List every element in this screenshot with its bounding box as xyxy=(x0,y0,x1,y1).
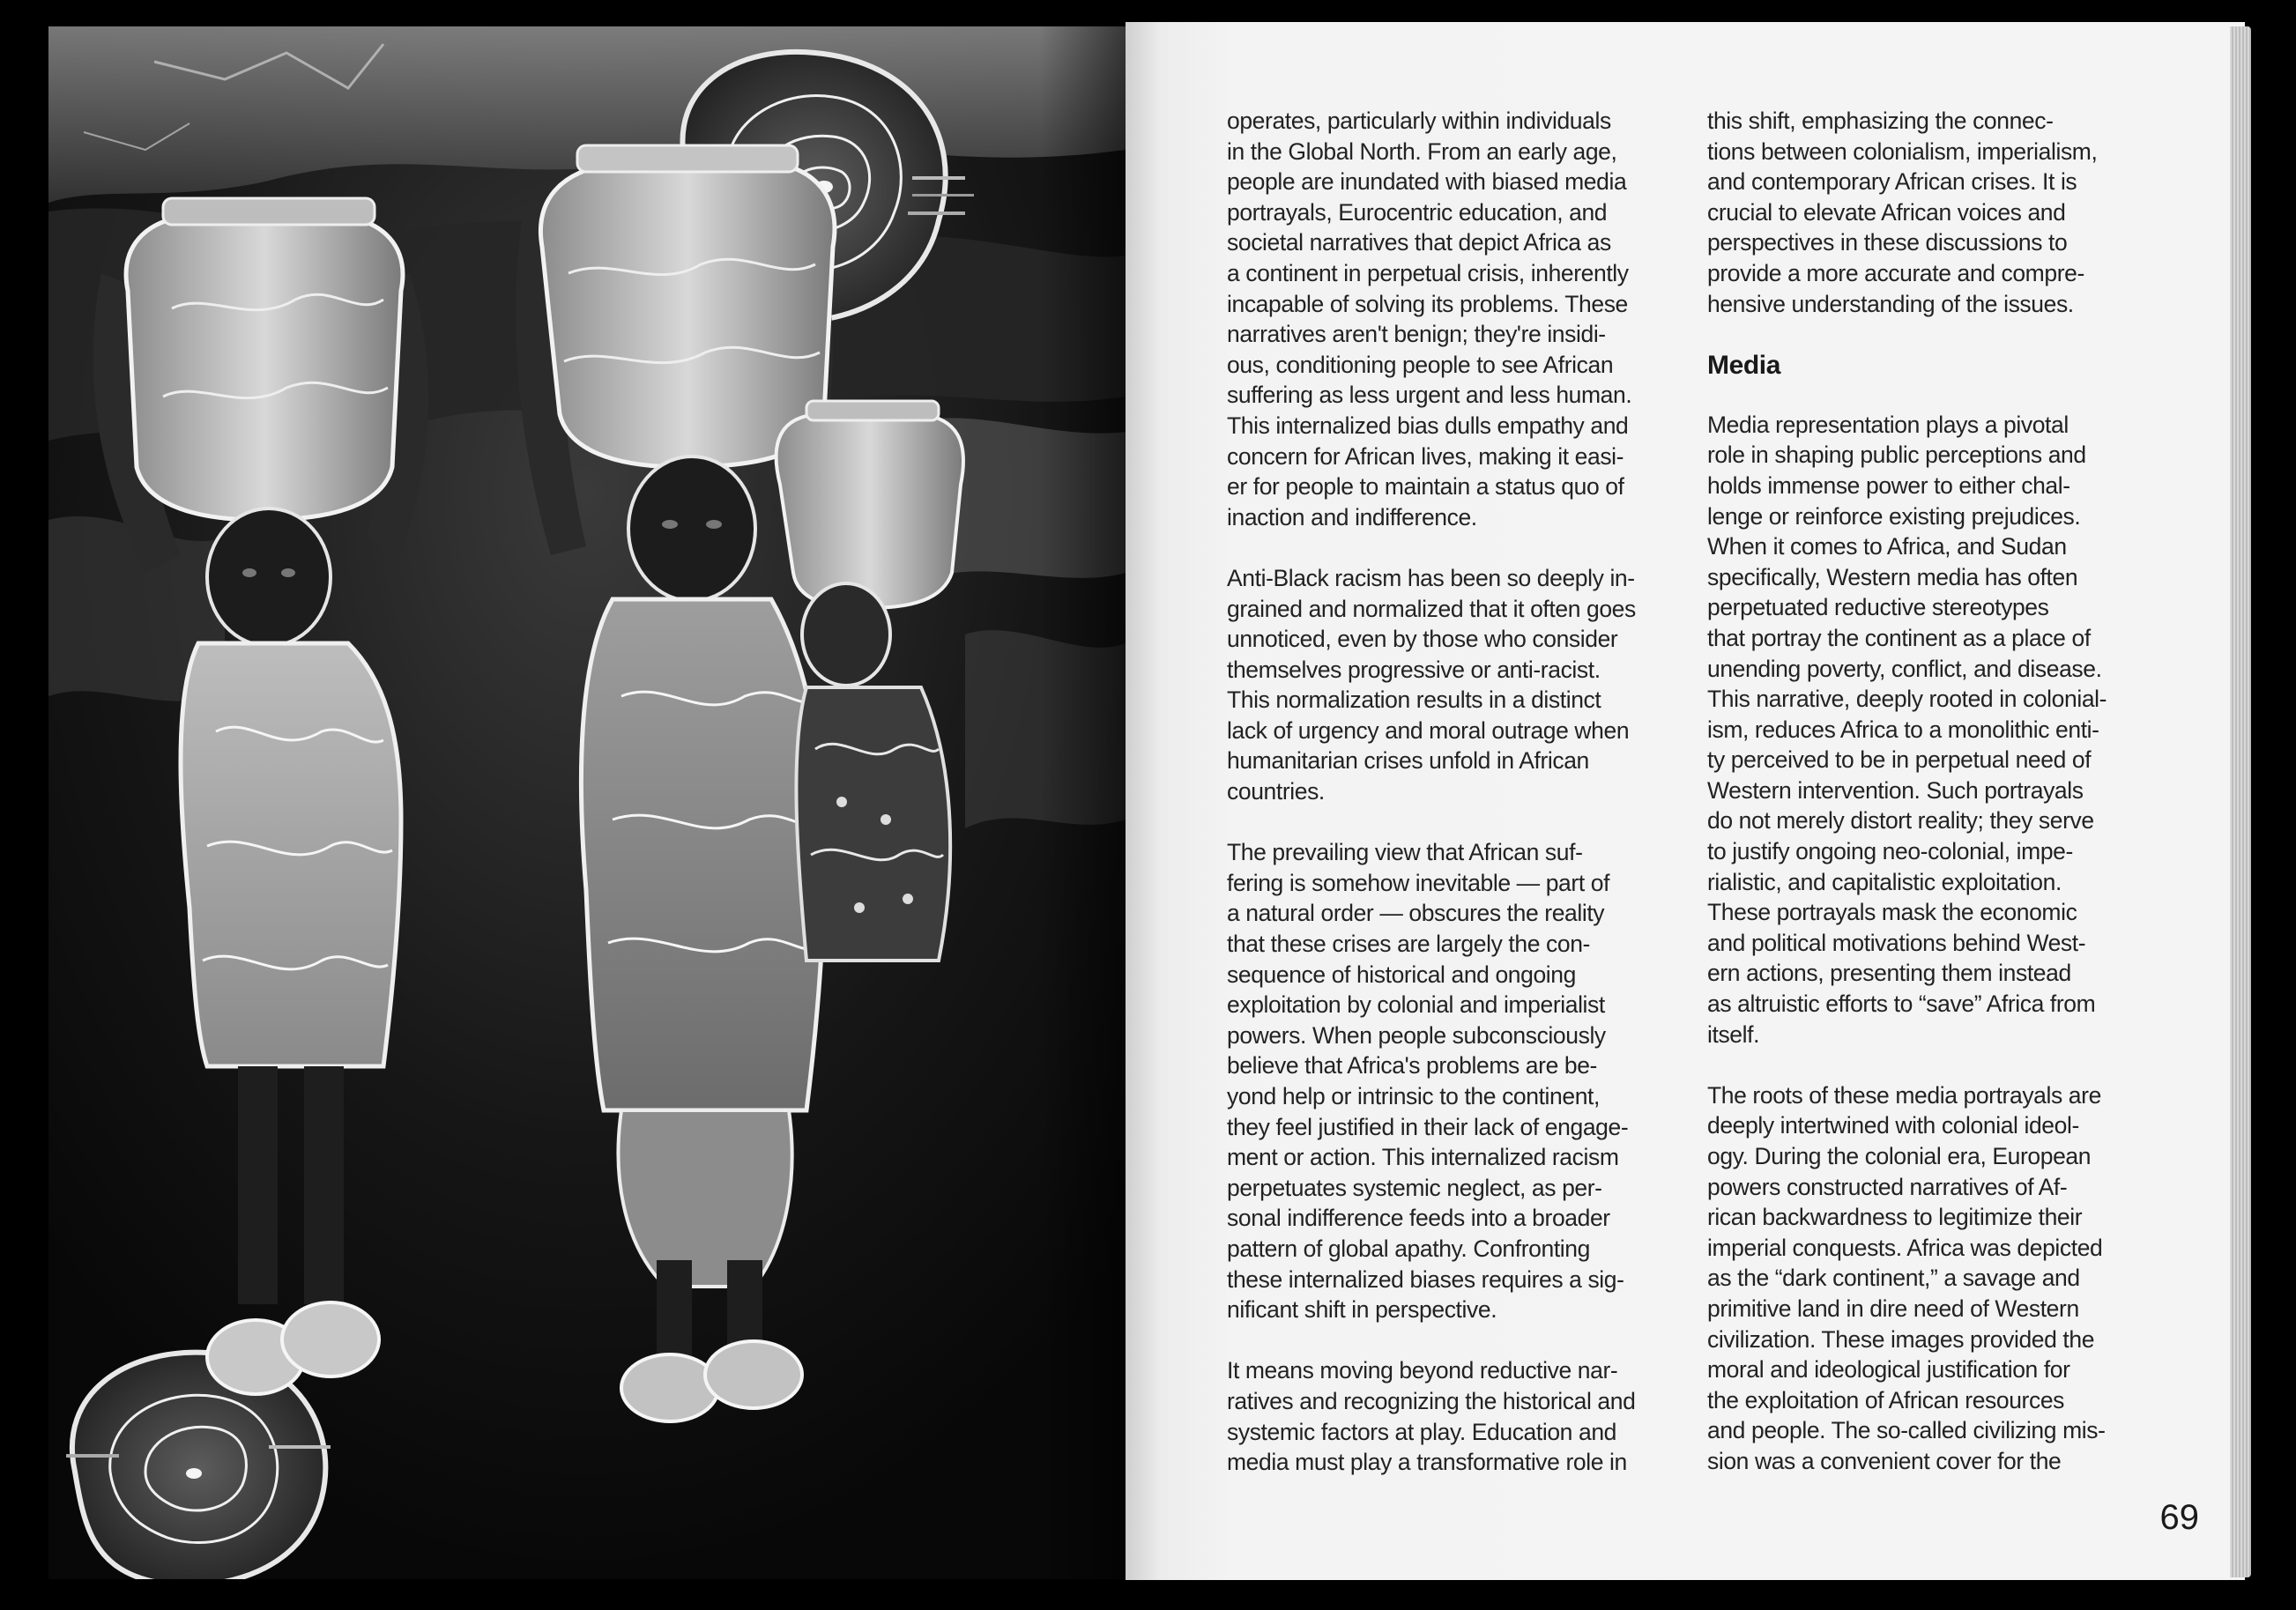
paragraph: The roots of these media portrayals are deeply intertwined with colonial ideol- ogy. During the colonial era, European powers constructed narratives of Af- rican backwardness to legitimize their imperial conquests. Africa was depicted as the “dark continent,” a savage and primitive land in dire need of Western civilization. These images provided the moral and ideological justification for the exploitation of African resources and people. The so-called civilizing mis- sion was a convenient cover for the xyxy=(1707,1081,2106,1474)
section-heading: Media xyxy=(1707,350,1781,380)
page-edges xyxy=(2230,26,2251,1577)
paragraph: this shift, emphasizing the connec- tions between colonialism, imperialism, and contemporary African crises. It is crucial to elevate African voices and perspectives in these discussions to provide a more accurate and compre- hensive understanding of the issues. xyxy=(1707,108,2098,317)
paragraph: Anti-Black racism has been so deeply in- grained and normalized that it often goes unnoticed, even by those who consider themselves progressive or anti-racist. This normalization results in a distinct lack of urgency and moral outrage when humanitarian crises unfold in African countries. xyxy=(1227,564,1636,805)
paragraph: operates, particularly within individuals in the Global North. From an early age, people are inundated with biased media portrayals, Eurocentric education, and societal narratives that depict Africa as a continent in perpetual crisis, inherently incapable of solving its problems. These narratives aren't benign; they're insidi- ous, conditioning people to see African suffering as less urgent and less human. This internalized bias dulls empathy and concern for African lives, making it easi- er for people to maintain a status quo of inaction and indifference. xyxy=(1227,108,1632,530)
page-number: 69 xyxy=(2159,1498,2199,1537)
rose-bottom-left xyxy=(66,1353,331,1579)
text-column-right xyxy=(1707,106,2166,1507)
paragraph: It means moving beyond reductive nar- ratives and recognizing the historical and systemic factors at play. Education and media must play a transformative role in xyxy=(1227,1357,1636,1476)
left-page-artwork xyxy=(48,26,1126,1579)
right-page xyxy=(1126,22,2245,1580)
text-column-left xyxy=(1227,106,1685,1508)
illustration xyxy=(48,26,1126,1579)
paragraph: Media representation plays a pivotal role in shaping public perceptions and holds immense power to either chal- lenge or reinforce existing prejudices. When it comes to Africa, and Sudan specifically, Western media has often perpetuated reductive stereotypes that portray the continent as a place of unending poverty, conflict, and disease. This narrative, deeply rooted in colonial- ism, reduces Africa to a monolithic enti- ty perceived to be in perpetual need of Western intervention. Such portrayals do not merely distort reality; they serve to justify ongoing neo-colonial, impe- rialistic, and capitalistic exploitation. These portrayals mask the economic and political motivations behind West- ern actions, presenting them instead as altruistic efforts to “save” Africa from itself. xyxy=(1707,411,2107,1048)
paragraph: The prevailing view that African suf- fering is somehow inevitable — part of a natural order — obscures the reality that these crises are largely the con- sequence of historical and ongoing exploitation by colonial and imperialist powers. When people subconsciously believe that Africa's problems are be- yond help or intrinsic to the continent, they feel justified in their lack of engage- ment or action. This internalized racism perpetuates systemic neglect, as per- sonal indifference feeds into a broader pattern of global apathy. Confronting these internalized biases requires a sig- nificant shift in perspective. xyxy=(1227,839,1629,1324)
